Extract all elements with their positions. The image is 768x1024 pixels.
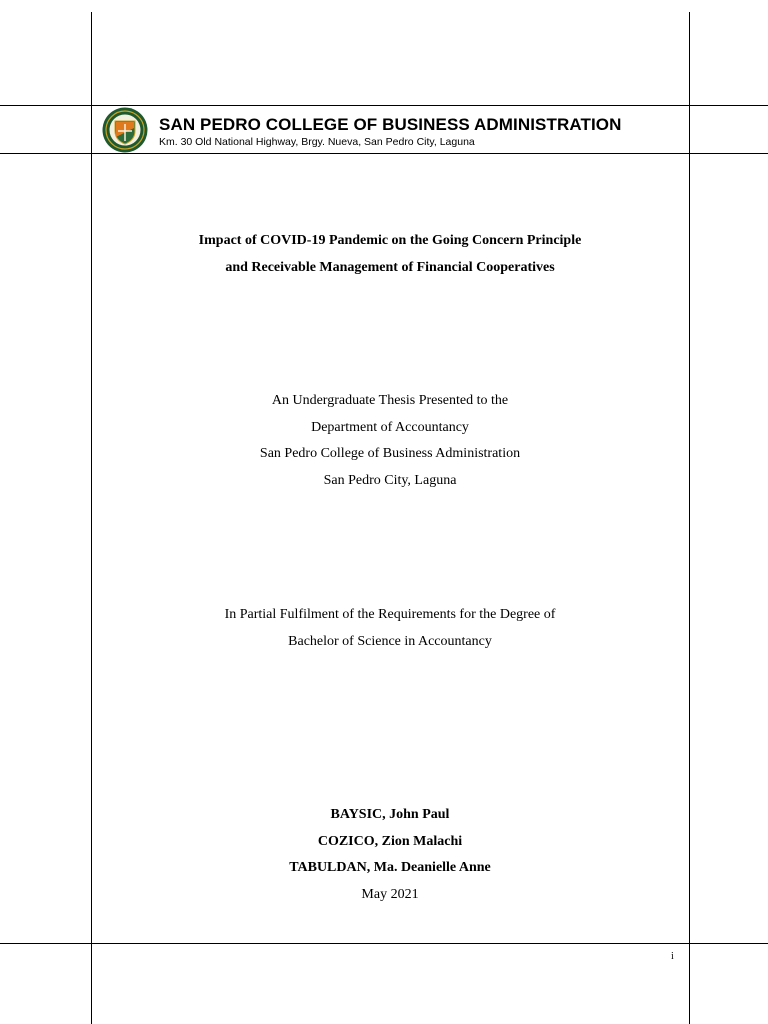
- right-margin-line: [689, 12, 690, 1024]
- page-number: i: [671, 951, 674, 962]
- header-bottom-rule: [0, 153, 768, 154]
- authors-block: [91, 802, 689, 908]
- letterhead: [100, 106, 680, 153]
- presentation-statement: [91, 388, 689, 494]
- title-line: Impact of COVID-19 Pandemic on the Going Concern Principle: [198, 233, 582, 248]
- college-address: Km. 30 Old National Highway, Brgy. Nueva, San Pedro City, Laguna: [159, 136, 475, 148]
- presentation-line: An Undergraduate Thesis Presented to the: [271, 393, 509, 408]
- presentation-line: Department of Accountancy: [311, 419, 469, 435]
- submission-date: May 2021: [361, 886, 419, 902]
- college-name: SAN PEDRO COLLEGE OF BUSINESS ADMINISTRATION: [159, 115, 622, 134]
- degree-statement: [91, 602, 689, 655]
- presentation-line: San Pedro City, Laguna: [323, 472, 457, 488]
- author-name: BAYSIC, John Paul: [330, 807, 450, 822]
- footer-rule: [0, 943, 768, 944]
- college-seal-icon: [102, 107, 148, 153]
- author-name: TABULDAN, Ma. Deanielle Anne: [289, 860, 491, 875]
- presentation-line: San Pedro College of Business Administration: [259, 446, 521, 461]
- title-line: and Receivable Management of Financial Cooperatives: [225, 259, 555, 275]
- degree-line: Bachelor of Science in Accountancy: [288, 633, 492, 649]
- thesis-title: [91, 228, 689, 281]
- degree-line: In Partial Fulfilment of the Requirements for the Degree of: [224, 607, 556, 622]
- author-name: COZICO, Zion Malachi: [317, 833, 463, 849]
